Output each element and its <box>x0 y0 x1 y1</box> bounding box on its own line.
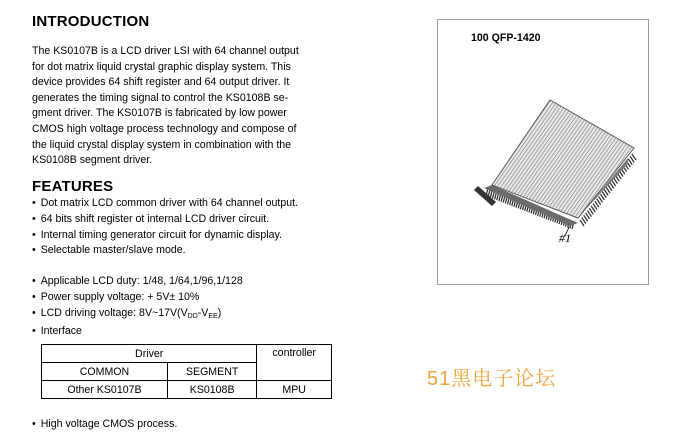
segment-header: SEGMENT <box>167 363 256 381</box>
vdd-subscript: DD <box>187 312 198 320</box>
interface-item: • Interface <box>32 324 243 340</box>
controller-value: MPU <box>257 381 332 399</box>
features-list <box>32 196 298 259</box>
lcd-voltage-suffix: ) <box>217 306 222 319</box>
package-figure <box>437 19 649 285</box>
intro-line: gment driver. The KS0107B is fabricated by low power <box>32 107 287 120</box>
intro-line: for dot matrix liquid crystal graphic display system. This <box>32 60 291 73</box>
feature-item: • 64 bits shift register ot internal LCD driver circuit. <box>32 212 298 228</box>
intro-line: KS0108B segment driver. <box>32 154 153 167</box>
controller-header: controller <box>257 345 332 381</box>
introduction-paragraph <box>32 44 332 169</box>
intro-line: device provides 64 shift register and 64 output driver. It <box>32 76 290 89</box>
interface-table <box>41 344 332 399</box>
feature-item: • Selectable master/slave mode. <box>32 243 298 259</box>
qfp-chip-icon <box>438 20 648 284</box>
driver-header: Driver <box>42 345 257 363</box>
pin-one-label: #1 <box>559 231 571 245</box>
segment-value: KS0108B <box>167 381 256 399</box>
lcd-voltage-text: LCD driving voltage: 8V~17V(V <box>40 306 188 319</box>
watermark: 51黑电子论坛 <box>427 368 557 390</box>
intro-line: the liquid crystal display system in combination with the <box>32 138 292 151</box>
process-list <box>32 417 177 433</box>
lcd-voltage-item <box>32 306 243 325</box>
intro-line: generates the timing signal to control the KS0108B se- <box>32 91 289 104</box>
package-title: 100 QFP-1420 <box>471 32 541 44</box>
features-heading: FEATURES <box>32 178 114 195</box>
vee-subscript: EE <box>208 312 218 320</box>
power-supply-item: • Power supply voltage: + 5V± 10% <box>32 290 243 306</box>
specs-list <box>32 274 243 340</box>
feature-item: • Internal timing generator circuit for dynamic display. <box>32 228 298 244</box>
common-header: COMMON <box>42 363 168 381</box>
introduction-heading: INTRODUCTION <box>32 13 150 30</box>
intro-line: The KS0107B is a LCD driver LSI with 64 channel output <box>32 45 299 57</box>
feature-item: • Dot matrix LCD common driver with 64 channel output. <box>32 196 298 212</box>
intro-line: CMOS high voltage process technology and compose of <box>32 122 297 135</box>
lcd-voltage-mid: -V <box>197 306 209 319</box>
hv-process-item: • High voltage CMOS process. <box>32 417 177 433</box>
common-value: Other KS0107B <box>42 381 168 399</box>
lcd-duty-item: • Applicable LCD duty: 1/48, 1/64,1/96,1/128 <box>32 274 243 290</box>
